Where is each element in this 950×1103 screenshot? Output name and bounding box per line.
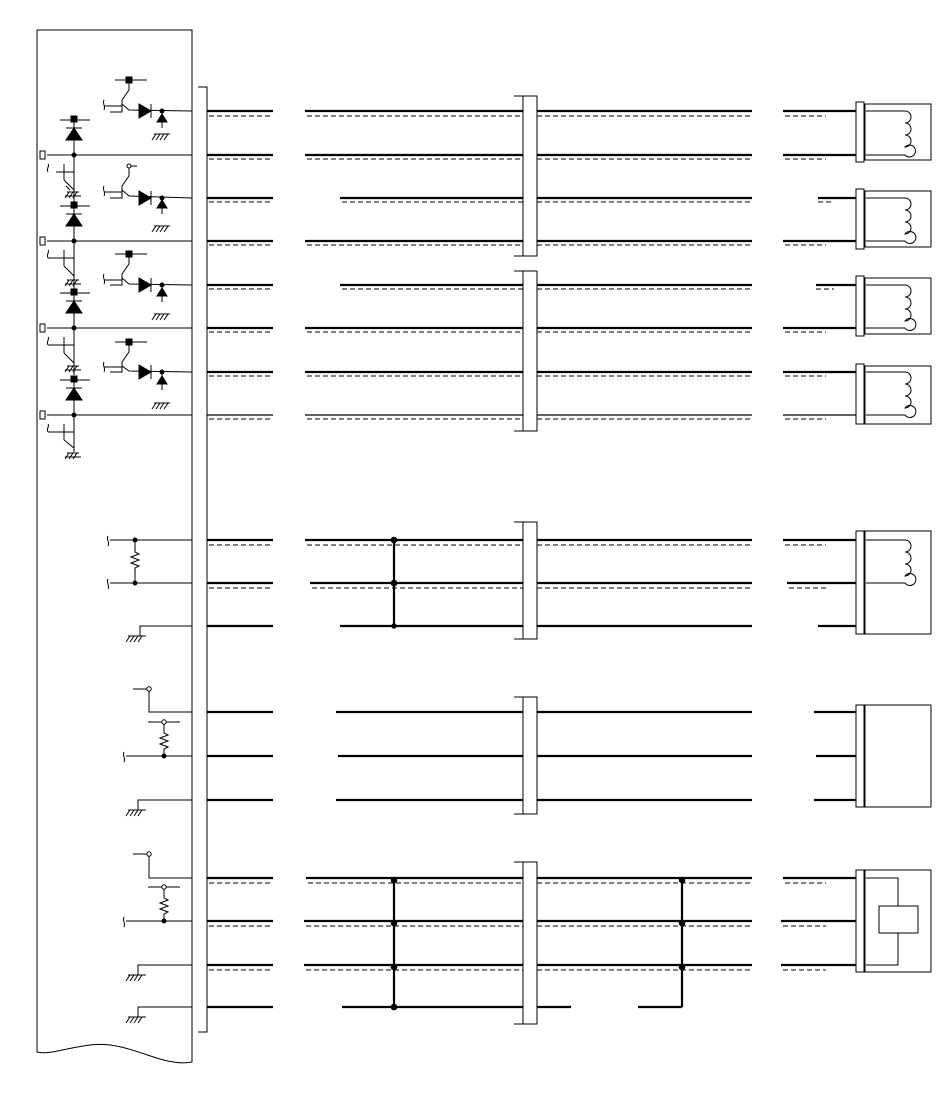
coil-icon	[856, 102, 931, 162]
sensor-box-icon	[856, 870, 931, 972]
driver-channel-1	[40, 77, 192, 205]
harness-connectors	[514, 96, 537, 1024]
coil-icon	[856, 189, 931, 249]
control-unit-box	[37, 30, 192, 1063]
driver-channel-3	[40, 251, 192, 375]
sensor-box-icon	[856, 705, 931, 807]
ecu-resistor-input	[107, 536, 192, 642]
ecu-pullup-input	[123, 687, 192, 816]
driver-channel-4	[40, 339, 192, 459]
coil-icon	[856, 531, 931, 634]
ecu-coil-drivers	[40, 77, 192, 459]
driver-channel-2	[40, 164, 192, 290]
coil-icon	[856, 276, 931, 336]
coil-icon	[856, 364, 931, 424]
ecu-four-wire-input	[123, 852, 192, 1023]
ecu-connector-bracket	[198, 87, 207, 1032]
